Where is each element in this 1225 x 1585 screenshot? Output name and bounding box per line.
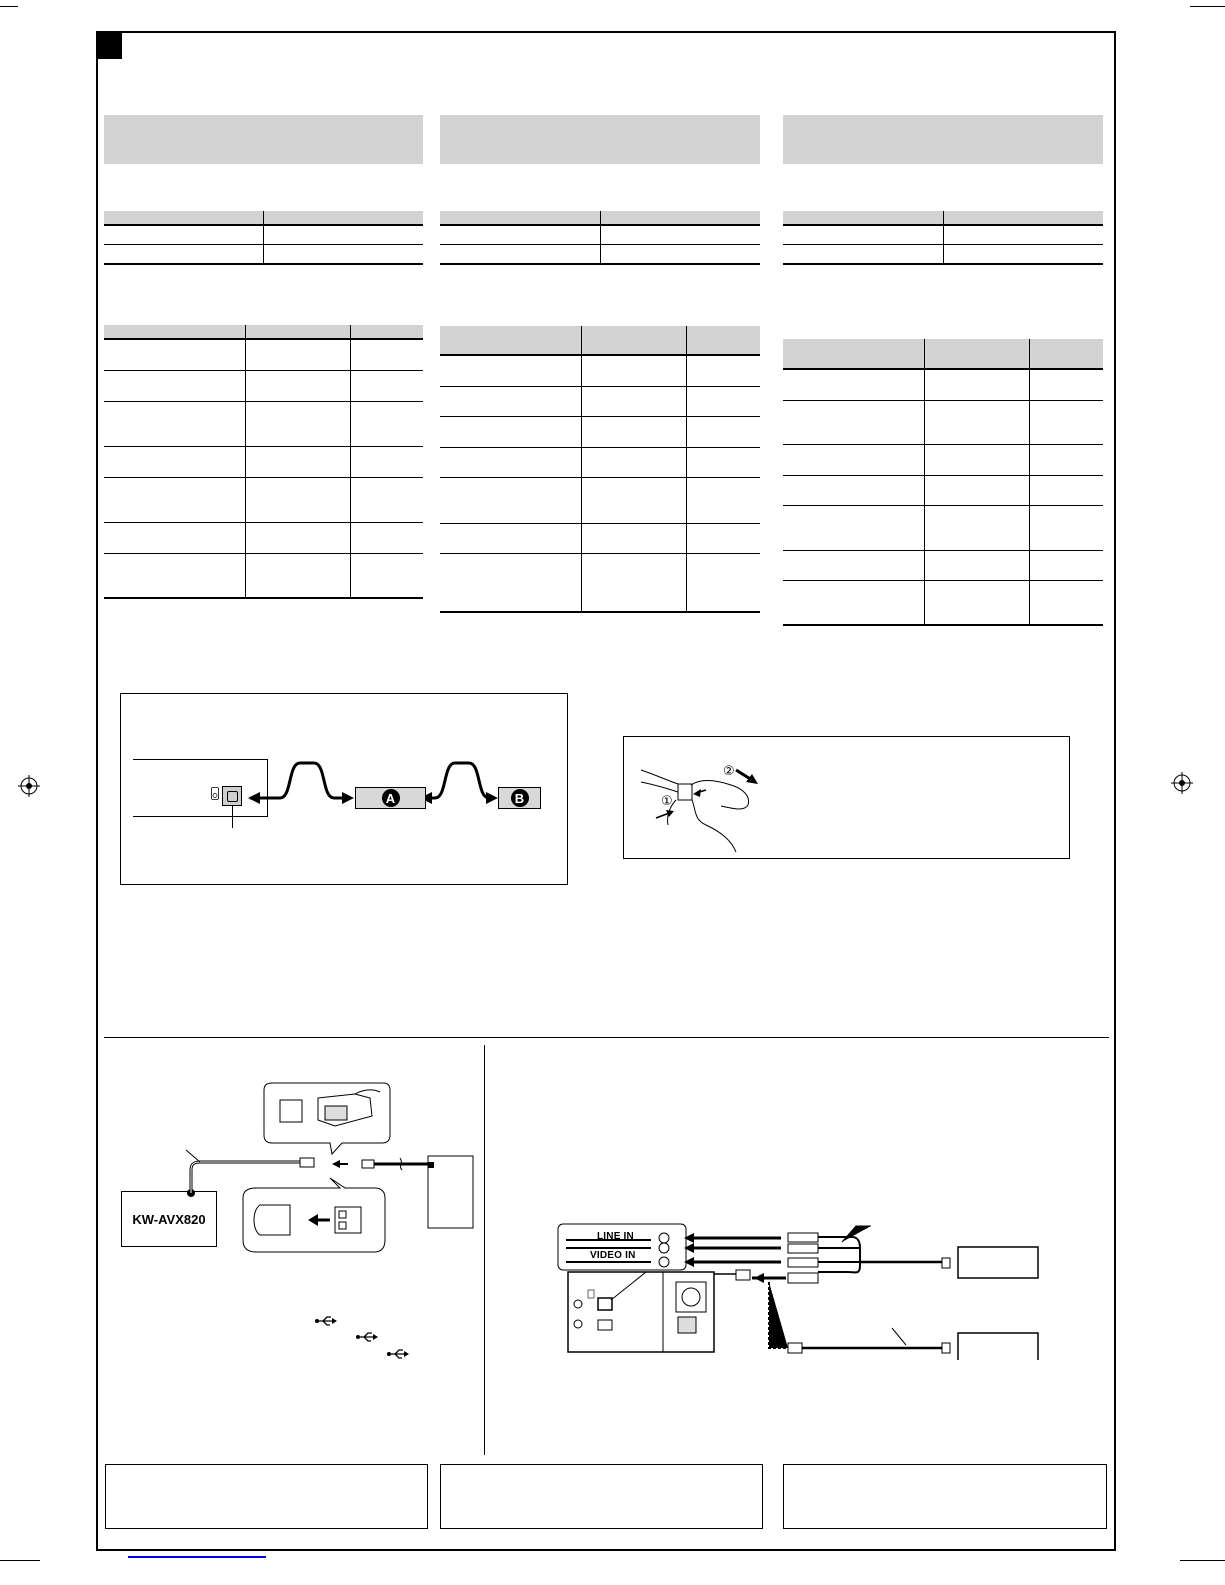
video-in-label: VIDEO IN — [590, 1250, 636, 1261]
ipod-icon — [211, 787, 219, 800]
small-table-col1 — [104, 211, 423, 265]
small-table-col3 — [783, 211, 1103, 265]
page-marker — [96, 31, 122, 59]
model-box: KW-AVX820 — [121, 1191, 217, 1247]
usb-cable-diagram — [180, 1080, 480, 1260]
section-divider — [104, 1037, 1109, 1038]
crop-mark — [1180, 1560, 1225, 1561]
letter-a: A — [382, 789, 400, 807]
usb-icon — [315, 1315, 337, 1327]
section-header-col2 — [440, 115, 760, 164]
large-table-col3 — [783, 339, 1103, 626]
crop-mark — [0, 1560, 40, 1561]
step-1-label: ① — [661, 793, 673, 808]
device-a-box — [355, 787, 426, 809]
large-table-col1 — [104, 325, 423, 599]
registration-mark-icon — [1171, 772, 1193, 794]
column-divider — [484, 1045, 485, 1455]
step-2-label: ② — [723, 763, 735, 778]
port-pointer — [232, 806, 233, 828]
usb-icon — [356, 1331, 378, 1343]
line-in-label: LINE IN — [597, 1231, 634, 1242]
crop-mark — [1190, 6, 1225, 7]
footer-link[interactable] — [128, 1556, 266, 1558]
letter-b: B — [511, 789, 529, 807]
small-table-col2 — [440, 211, 760, 265]
footer-box-col3 — [783, 1464, 1107, 1529]
section-header-col3 — [783, 115, 1103, 164]
port-socket — [222, 786, 242, 806]
hand-release-illustration — [636, 760, 766, 855]
section-header-col1 — [104, 115, 423, 164]
registration-mark-icon — [18, 775, 40, 797]
usb-icon — [387, 1348, 409, 1360]
large-table-col2 — [440, 326, 760, 613]
footer-box-col2 — [440, 1464, 763, 1529]
device-b-box — [498, 787, 541, 809]
crop-mark — [0, 6, 18, 7]
footer-box-col1 — [105, 1464, 428, 1529]
